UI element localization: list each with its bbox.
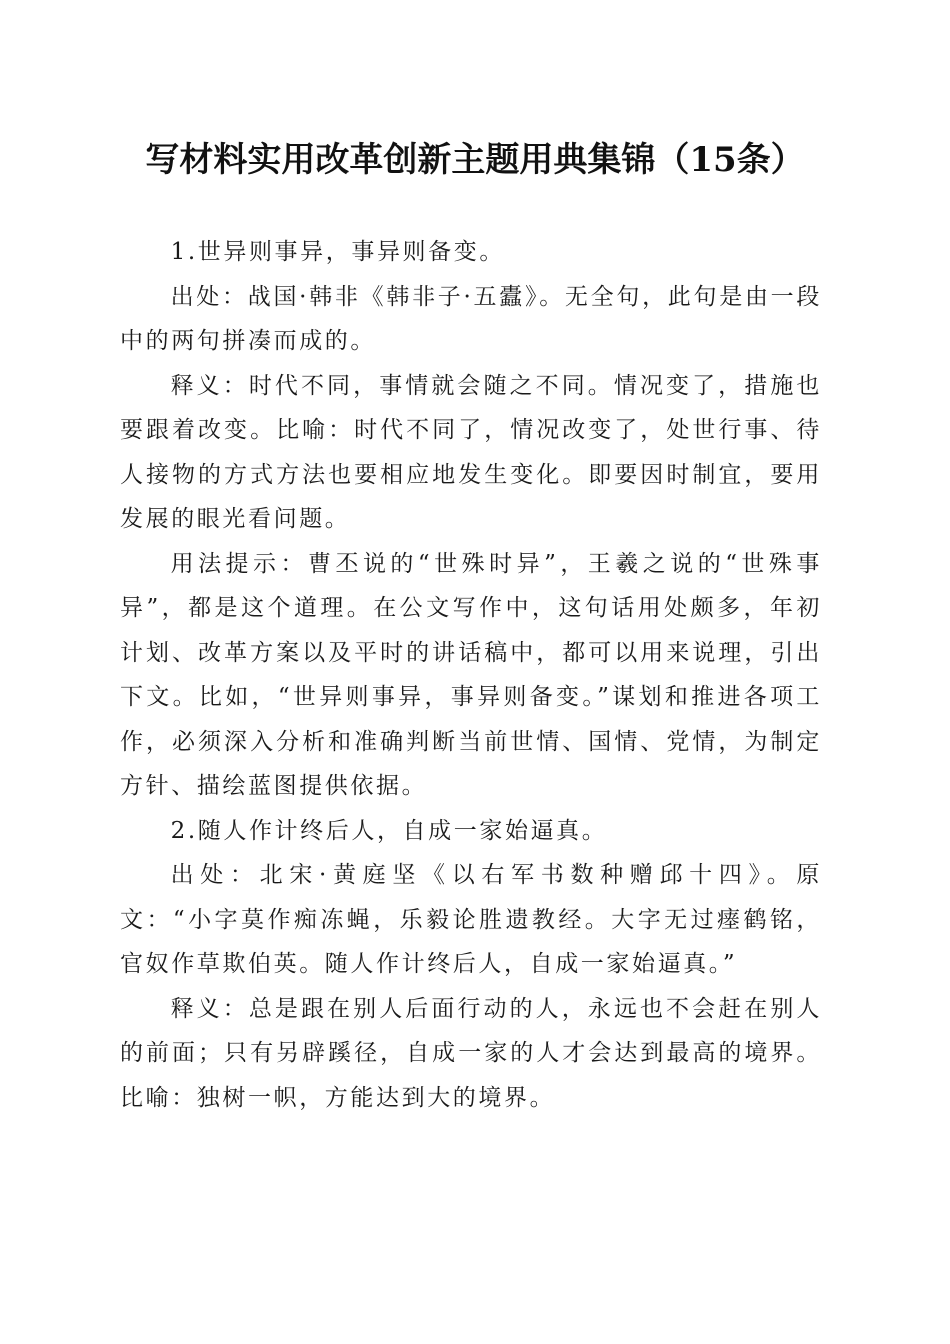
document-title: 写材料实用改革创新主题用典集锦（15条） (145, 140, 805, 180)
paragraph-source: 出处：北宋·黄庭坚《以右军书数种赠邱十四》。原文：“小字莫作痴冻蝇，乐毅论胜遗教经。大字无过瘗鹤铭，官奴作草欺伯英。随人作计终后人，自成一家始逼真。” (120, 862, 822, 977)
document-body (120, 230, 822, 1120)
paragraph-explanation: 释义：时代不同，事情就会随之不同。情况变了，措施也要跟着改变。比喻：时代不同了，情况改变了，处世行事、待人接物的方式方法也要相应地发生变化。即要因时制宜，要用发展的眼光看问题。 (120, 372, 822, 532)
paragraph-item-2-heading: 2.随人作计终后人，自成一家始逼真。 (170, 817, 608, 844)
paragraph-explanation: 释义：总是跟在别人后面行动的人，永远也不会赶在别人的前面；只有另辟蹊径，自成一家的人才会达到最高的境界。比喻：独树一帜，方能达到大的境界。 (120, 995, 822, 1111)
paragraph-usage-tip: 用法提示：曹丕说的“世殊时异”，王羲之说的“世殊事异”，都是这个道理。在公文写作中，这句话用处颇多，年初计划、改革方案以及平时的讲话稿中，都可以用来说理，引出下文。比如，“世异则事异，事异则备变。”谋划和推进各项工作，必须深入分析和准确判断当前世情、国情、党情，为制定方针、描绘蓝图提供依据。 (120, 550, 822, 799)
paragraph-source: 出处：战国·韩非《韩非子·五蠹》。无全句，此句是由一段中的两句拼凑而成的。 (120, 283, 822, 354)
paragraph-item-1-heading: 1.世异则事异，事异则备变。 (170, 239, 505, 265)
